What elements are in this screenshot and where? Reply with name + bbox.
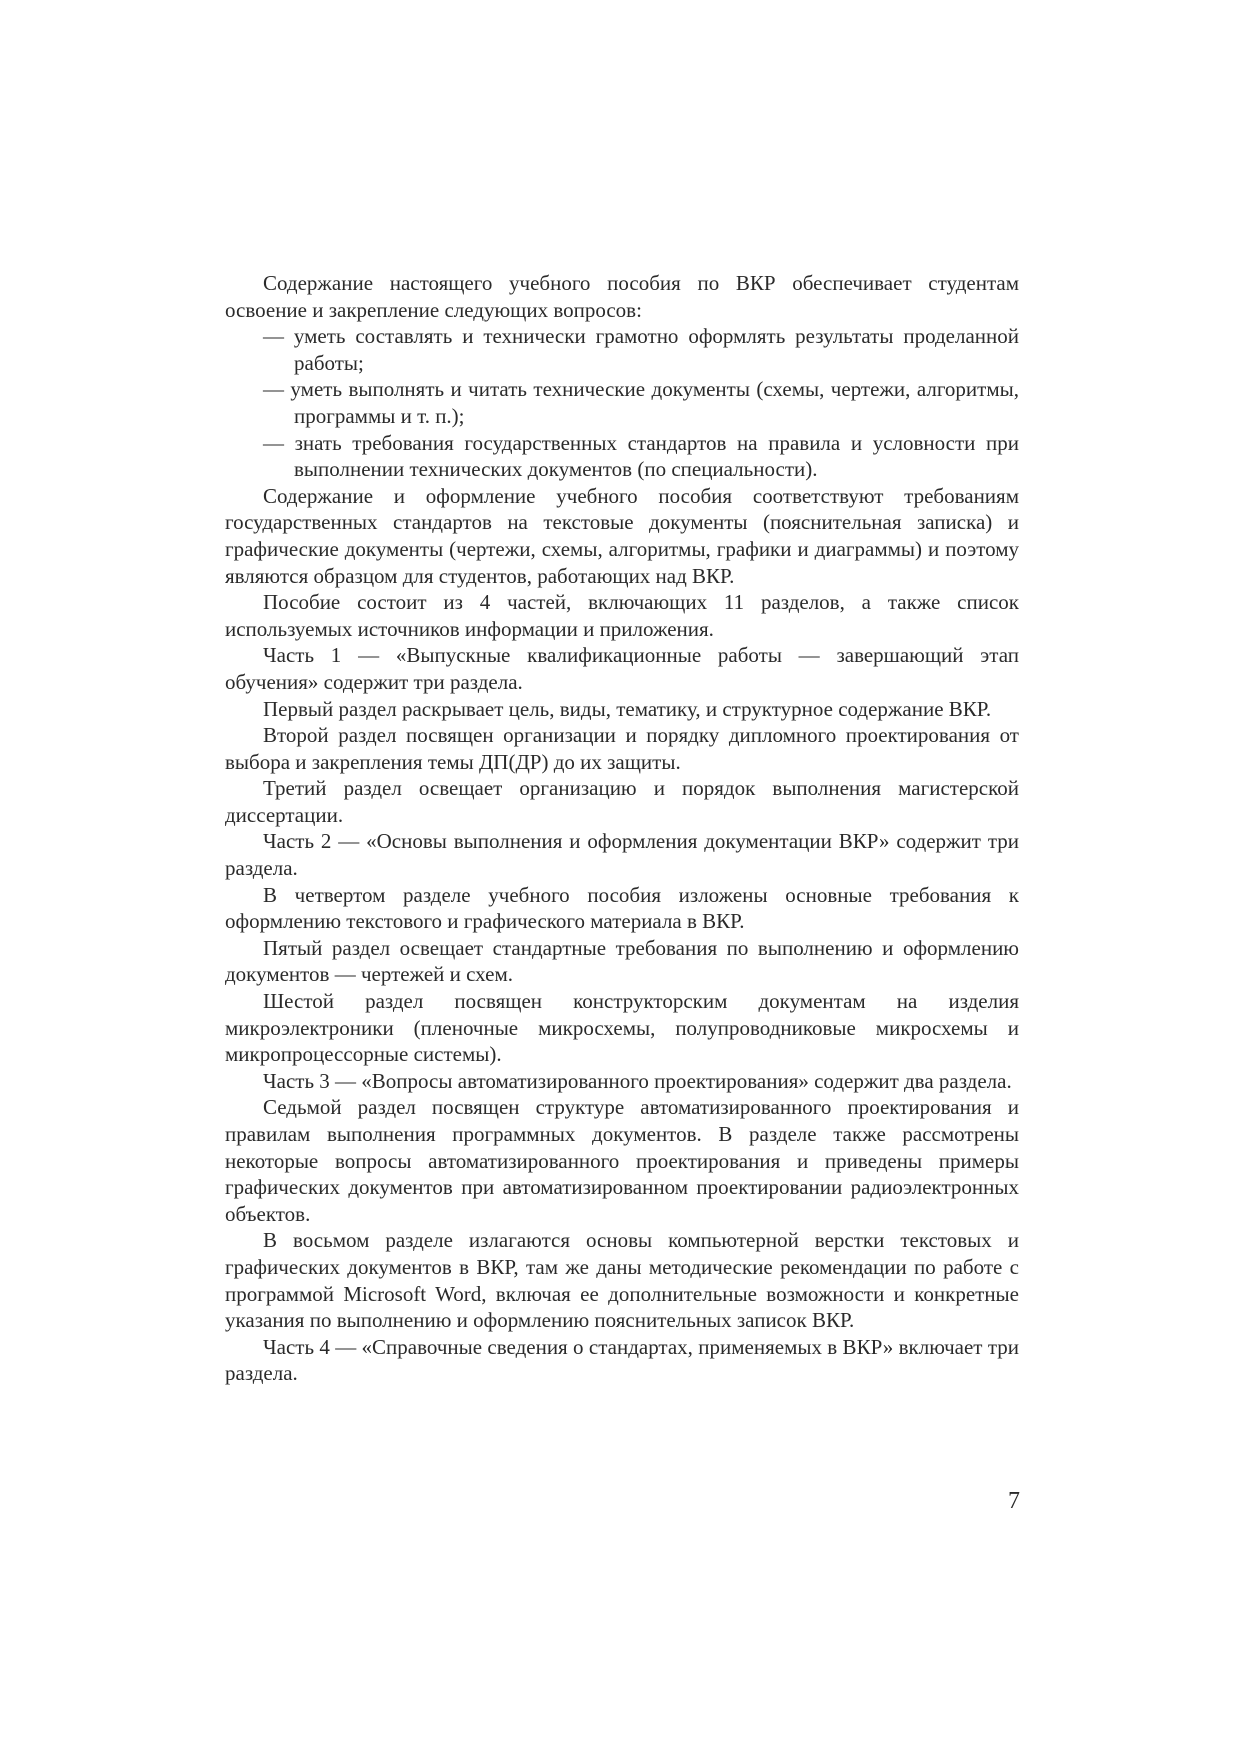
paragraph-section-1: Первый раздел раскрывает цель, виды, тематику, и структурное содержание ВКР. — [263, 696, 992, 721]
paragraph-section-4: В четвертом разделе учебного пособия изложены основные требования к оформлению текстового и графического материала в ВКР. — [225, 882, 1019, 934]
body-text — [225, 270, 1019, 1387]
paragraph-part-3: Часть 3 — «Вопросы автоматизированного проектирования» содержит два раздела. — [263, 1068, 1012, 1093]
paragraph-section-8: В восьмом разделе излагаются основы компьютерной верстки текстовых и графических документов в ВКР, там же даны методические рекомендации по работе с программой Microsoft Word, включая ее дополнительные возможности и конкретные указания по выполнению и оформлению пояснительных записок ВКР. — [225, 1228, 1019, 1333]
list-item: — уметь составлять и технически грамотно оформлять результаты проделанной работы; — [263, 324, 1019, 375]
paragraph-part-4: Часть 4 — «Справочные сведения о стандартах, применяемых в ВКР» включает три раздела. — [225, 1334, 1019, 1386]
list-item: — знать требования государственных стандартов на правила и условности при выполнении технических документов (по специальности). — [263, 430, 1019, 482]
paragraph-structure: Пособие состоит из 4 частей, включающих 11 разделов, а также список используемых источников информации и приложения. — [225, 590, 1019, 641]
page-number: 7 — [1008, 1488, 1020, 1514]
paragraph-standards: Содержание и оформление учебного пособия соответствуют требованиям государственных стандартов на текстовые документы (пояснительная записка) и графические документы (чертежи, схемы, алгоритмы, графики и диаграммы) и поэтому являются образцом для студентов, работающих над ВКР. — [225, 483, 1019, 588]
list-item: — уметь выполнять и читать технические документы (схемы, чертежи, алгоритмы, программы и т. п.); — [263, 377, 1019, 428]
paragraph-part-1: Часть 1 — «Выпускные квалификационные работы — завершающий этап обучения» содержит три раздела. — [225, 643, 1019, 694]
paragraph-part-2: Часть 2 — «Основы выполнения и оформления документации ВКР» содержит три раздела. — [225, 829, 1019, 881]
paragraph-section-2: Второй раздел посвящен организации и порядку дипломного проектирования от выбора и закрепления темы ДП(ДР) до их защиты. — [225, 723, 1019, 774]
paragraph-intro: Содержание настоящего учебного пособия по ВКР обеспечивает студентам освоение и закрепление следующих вопросов: — [225, 271, 1019, 322]
paragraph-section-5: Пятый раздел освещает стандартные требования по выполнению и оформлению документов — чертежей и схем. — [225, 935, 1019, 987]
paragraph-section-3: Третий раздел освещает организацию и порядок выполнения магистерской диссертации. — [225, 776, 1019, 827]
paragraph-section-7: Седьмой раздел посвящен структуре автоматизированного проектирования и правилам выполнения программных документов. В разделе также рассмотрены некоторые вопросы автоматизированного проектирования и приведены примеры графических документов при автоматизированном проектировании радиоэлектронных объектов. — [225, 1095, 1019, 1226]
paragraph-section-6: Шестой раздел посвящен конструкторским документам на изделия микроэлектроники (пленочные микросхемы, полупроводниковые микросхемы и микропроцессорные системы). — [225, 989, 1019, 1067]
